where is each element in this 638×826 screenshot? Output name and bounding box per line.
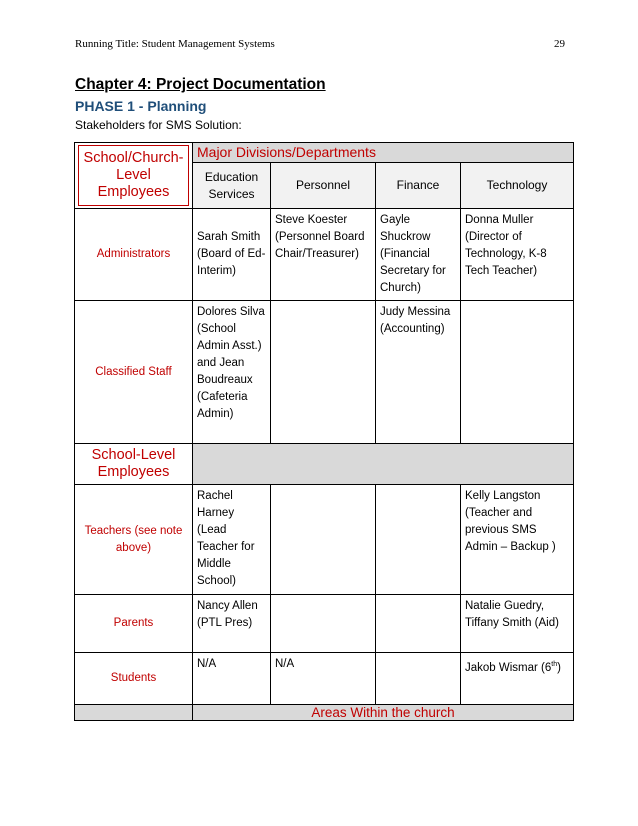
table-cell: Kelly Langston (Teacher and previous SMS Admin – Backup ) <box>461 485 574 595</box>
table-cell <box>376 653 461 705</box>
running-header <box>75 38 565 50</box>
stakeholder-table <box>74 142 574 721</box>
col-education-services: Education Services <box>193 163 271 209</box>
table-row <box>75 444 574 485</box>
col-finance: Finance <box>376 163 461 209</box>
table-cell <box>461 301 574 444</box>
row-label-teachers: Teachers (see note above) <box>75 485 193 595</box>
table-cell: N/A <box>271 653 376 705</box>
table-cell: Nancy Allen (PTL Pres) <box>193 595 271 653</box>
table-cell: Gayle Shuckrow (Financial Secretary for Church) <box>376 209 461 301</box>
running-title: Running Title: Student Management Systems <box>75 38 275 50</box>
table-cell: Dolores Silva (School Admin Asst.) and Jean Boudreaux (Cafeteria Admin) <box>193 301 271 444</box>
table-row <box>75 595 574 653</box>
table-row <box>75 209 574 301</box>
row-label-students: Students <box>75 653 193 705</box>
page-number: 29 <box>554 38 565 50</box>
table-cell: Natalie Guedry, Tiffany Smith (Aid) <box>461 595 574 653</box>
table-cell: N/A <box>193 653 271 705</box>
major-divisions-header: Major Divisions/Departments <box>193 143 574 163</box>
table-cell: Rachel Harney (Lead Teacher for Middle School) <box>193 485 271 595</box>
shaded-band <box>193 444 574 485</box>
table-cell <box>271 301 376 444</box>
row-label-administrators: Administrators <box>75 209 193 301</box>
table-cell: Jakob Wismar (6th) <box>461 653 574 705</box>
table-row <box>75 301 574 444</box>
corner-header: School/Church-Level Employees <box>75 143 193 209</box>
table-cell <box>376 595 461 653</box>
table-cell: Steve Koester (Personnel Board Chair/Treasurer) <box>271 209 376 301</box>
row-label-parents: Parents <box>75 595 193 653</box>
shaded-band <box>75 705 193 721</box>
table-row <box>75 485 574 595</box>
col-personnel: Personnel <box>271 163 376 209</box>
col-technology: Technology <box>461 163 574 209</box>
row-label-classified-staff: Classified Staff <box>75 301 193 444</box>
table-cell <box>271 485 376 595</box>
table-row <box>75 653 574 705</box>
school-level-header: School-Level Employees <box>75 444 193 485</box>
table-cell: Donna Muller (Director of Technology, K-8 Tech Teacher) <box>461 209 574 301</box>
table-cell <box>271 595 376 653</box>
table-cell: Sarah Smith (Board of Ed-Interim) <box>193 209 271 301</box>
phase-title: PHASE 1 - Planning <box>75 98 207 114</box>
table-cell: Judy Messina (Accounting) <box>376 301 461 444</box>
intro-text: Stakeholders for SMS Solution: <box>75 118 242 132</box>
chapter-title: Chapter 4: Project Documentation <box>75 76 326 93</box>
areas-within-church-header: Areas Within the church <box>193 705 574 721</box>
table-cell <box>376 485 461 595</box>
